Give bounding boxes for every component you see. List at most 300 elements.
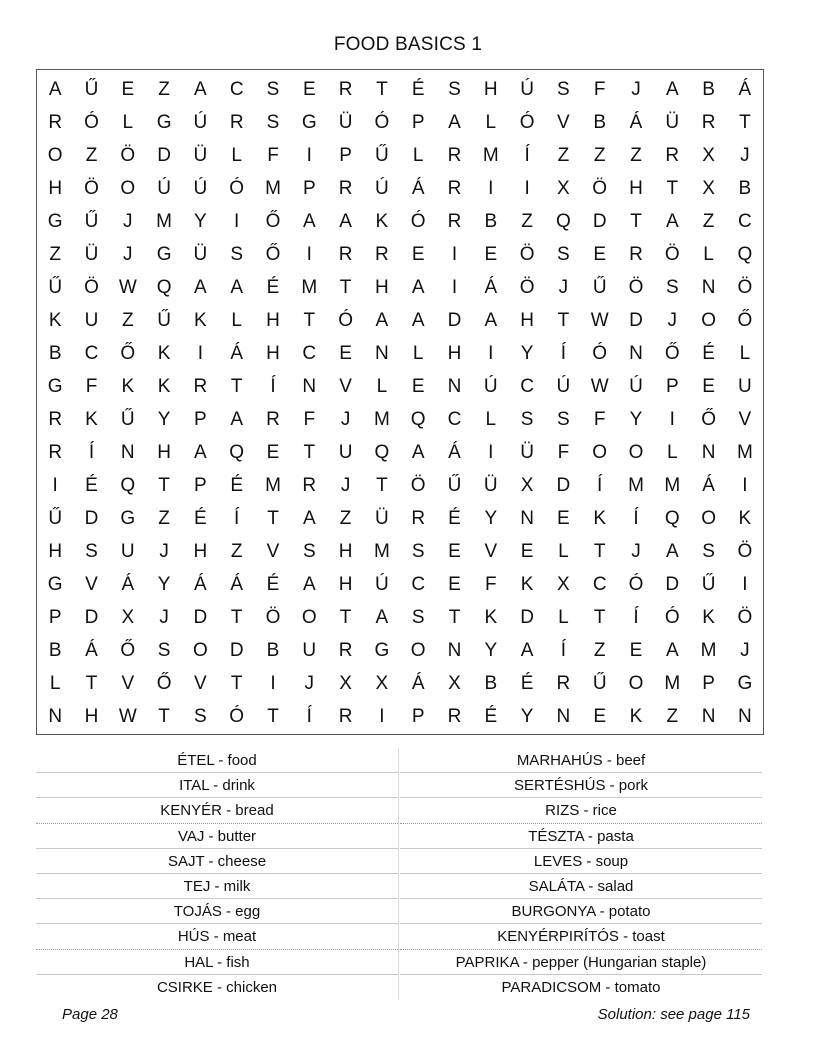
grid-cell[interactable]: Ü: [338, 112, 353, 133]
grid-cell[interactable]: Ó: [664, 607, 680, 628]
grid-cell[interactable]: E: [702, 376, 715, 397]
grid-cell[interactable]: D: [157, 145, 171, 166]
grid-cell[interactable]: T: [230, 607, 243, 628]
grid-cell[interactable]: É: [266, 277, 280, 298]
grid-cell[interactable]: Ú: [375, 178, 389, 199]
grid-cell[interactable]: Z: [121, 310, 134, 331]
grid-cell[interactable]: L: [703, 244, 714, 265]
grid-cell[interactable]: Ö: [628, 277, 644, 298]
grid-cell[interactable]: I: [524, 178, 530, 199]
grid-cell[interactable]: Y: [484, 508, 498, 529]
grid-cell[interactable]: O: [701, 310, 716, 331]
grid-cell[interactable]: É: [266, 574, 280, 595]
grid-cell[interactable]: Ö: [519, 277, 535, 298]
grid-cell[interactable]: F: [303, 409, 316, 430]
grid-cell[interactable]: H: [375, 277, 389, 298]
grid-cell[interactable]: Ö: [120, 145, 136, 166]
grid-cell[interactable]: B: [266, 640, 280, 661]
grid-cell[interactable]: D: [193, 607, 208, 628]
grid-cell[interactable]: U: [302, 640, 317, 661]
grid-cell[interactable]: Ü: [193, 244, 208, 265]
grid-cell[interactable]: L: [667, 442, 678, 463]
grid-cell[interactable]: T: [448, 607, 461, 628]
grid-cell[interactable]: R: [338, 706, 353, 727]
grid-cell[interactable]: R: [193, 376, 208, 397]
grid-cell[interactable]: R: [701, 112, 716, 133]
grid-cell[interactable]: S: [194, 706, 207, 727]
grid-cell[interactable]: Q: [664, 508, 680, 529]
grid-cell[interactable]: L: [231, 145, 242, 166]
grid-cell[interactable]: Í: [306, 706, 312, 727]
grid-cell[interactable]: T: [158, 475, 170, 496]
grid-cell[interactable]: L: [558, 541, 569, 562]
grid-cell[interactable]: J: [558, 277, 569, 298]
grid-cell[interactable]: T: [267, 706, 279, 727]
grid-cell[interactable]: K: [85, 409, 98, 430]
grid-cell[interactable]: Í: [524, 145, 530, 166]
grid-cell[interactable]: O: [47, 145, 63, 166]
grid-cell[interactable]: Q: [737, 244, 753, 265]
grid-cell[interactable]: D: [629, 310, 643, 331]
grid-cell[interactable]: Ö: [84, 277, 99, 298]
grid-cell[interactable]: Z: [158, 79, 170, 100]
grid-cell[interactable]: L: [49, 673, 61, 694]
grid-cell[interactable]: H: [48, 541, 63, 562]
grid-cell[interactable]: Ó: [84, 112, 99, 133]
grid-cell[interactable]: H: [193, 541, 208, 562]
grid-cell[interactable]: N: [120, 442, 135, 463]
grid-cell[interactable]: X: [702, 145, 715, 166]
grid-cell[interactable]: A: [302, 508, 316, 529]
grid-cell[interactable]: Ű: [157, 310, 171, 331]
grid-cell[interactable]: E: [629, 640, 643, 661]
grid-cell[interactable]: T: [630, 211, 642, 232]
grid-cell[interactable]: Z: [158, 508, 170, 529]
grid-cell[interactable]: V: [484, 541, 498, 562]
grid-cell[interactable]: X: [375, 673, 389, 694]
grid-cell[interactable]: V: [85, 574, 98, 595]
grid-cell[interactable]: L: [485, 112, 497, 133]
grid-cell[interactable]: I: [451, 244, 458, 265]
grid-cell[interactable]: A: [230, 277, 244, 298]
grid-cell[interactable]: K: [157, 343, 171, 364]
grid-cell[interactable]: L: [412, 145, 424, 166]
grid-cell[interactable]: Z: [557, 145, 570, 166]
grid-cell[interactable]: I: [197, 343, 204, 364]
grid-cell[interactable]: H: [157, 442, 171, 463]
grid-cell[interactable]: Á: [411, 673, 425, 694]
grid-cell[interactable]: Ü: [375, 508, 389, 529]
grid-cell[interactable]: É: [85, 475, 98, 496]
grid-cell[interactable]: G: [156, 112, 172, 133]
grid-cell[interactable]: T: [230, 673, 243, 694]
grid-cell[interactable]: T: [593, 541, 606, 562]
grid-cell[interactable]: X: [557, 574, 570, 595]
grid-cell[interactable]: Z: [230, 541, 243, 562]
grid-cell[interactable]: T: [303, 442, 316, 463]
grid-cell[interactable]: N: [447, 640, 462, 661]
grid-cell[interactable]: U: [738, 376, 752, 397]
grid-cell[interactable]: R: [556, 673, 571, 694]
grid-cell[interactable]: C: [738, 211, 752, 232]
grid-cell[interactable]: Ű: [48, 277, 63, 298]
grid-cell[interactable]: A: [665, 211, 679, 232]
grid-cell[interactable]: Ö: [737, 277, 753, 298]
grid-cell[interactable]: D: [447, 310, 462, 331]
grid-cell[interactable]: S: [557, 244, 570, 265]
grid-cell[interactable]: R: [48, 112, 63, 133]
grid-cell[interactable]: C: [229, 79, 244, 100]
grid-cell[interactable]: R: [48, 442, 63, 463]
grid-cell[interactable]: T: [339, 277, 352, 298]
grid-cell[interactable]: A: [194, 442, 207, 463]
grid-cell[interactable]: Ó: [410, 211, 426, 232]
grid-cell[interactable]: X: [121, 607, 135, 628]
grid-cell[interactable]: T: [303, 310, 316, 331]
grid-cell[interactable]: Á: [230, 343, 244, 364]
grid-cell[interactable]: Ö: [410, 475, 426, 496]
grid-cell[interactable]: B: [738, 178, 752, 199]
grid-cell[interactable]: R: [447, 211, 462, 232]
grid-cell[interactable]: X: [448, 673, 461, 694]
grid-cell[interactable]: Ö: [265, 607, 281, 628]
grid-cell[interactable]: M: [664, 475, 681, 496]
grid-cell[interactable]: S: [411, 541, 425, 562]
grid-cell[interactable]: E: [484, 244, 498, 265]
grid-cell[interactable]: Ő: [701, 409, 716, 430]
grid-cell[interactable]: Q: [156, 277, 172, 298]
grid-cell[interactable]: Y: [629, 409, 643, 430]
grid-cell[interactable]: E: [593, 244, 607, 265]
grid-cell[interactable]: X: [702, 178, 715, 199]
grid-cell[interactable]: U: [84, 310, 99, 331]
grid-cell[interactable]: Ú: [157, 178, 171, 199]
grid-cell[interactable]: S: [448, 79, 461, 100]
grid-cell[interactable]: G: [120, 508, 136, 529]
grid-cell[interactable]: Ű: [84, 211, 99, 232]
grid-cell[interactable]: E: [339, 343, 352, 364]
grid-cell[interactable]: D: [556, 475, 571, 496]
grid-cell[interactable]: Ú: [375, 574, 389, 595]
grid-cell[interactable]: A: [375, 607, 389, 628]
grid-cell[interactable]: R: [338, 178, 353, 199]
grid-cell[interactable]: M: [482, 145, 499, 166]
grid-cell[interactable]: E: [520, 541, 534, 562]
grid-cell[interactable]: Y: [157, 409, 171, 430]
grid-cell[interactable]: R: [48, 409, 63, 430]
grid-cell[interactable]: P: [194, 409, 207, 430]
grid-cell[interactable]: N: [302, 376, 317, 397]
grid-cell[interactable]: P: [48, 607, 62, 628]
grid-cell[interactable]: O: [410, 640, 426, 661]
grid-cell[interactable]: L: [558, 607, 569, 628]
grid-cell[interactable]: N: [48, 706, 63, 727]
grid-cell[interactable]: Q: [410, 409, 426, 430]
grid-cell[interactable]: T: [666, 178, 679, 199]
grid-cell[interactable]: Á: [738, 79, 752, 100]
grid-cell[interactable]: R: [338, 244, 353, 265]
grid-cell[interactable]: E: [266, 442, 280, 463]
grid-cell[interactable]: W: [590, 376, 609, 397]
grid-cell[interactable]: Q: [120, 475, 136, 496]
grid-cell[interactable]: A: [194, 79, 207, 100]
grid-cell[interactable]: O: [592, 442, 608, 463]
grid-cell[interactable]: Á: [411, 178, 425, 199]
grid-cell[interactable]: O: [628, 673, 644, 694]
grid-cell[interactable]: F: [593, 409, 606, 430]
grid-cell[interactable]: E: [121, 79, 135, 100]
grid-cell[interactable]: J: [340, 475, 351, 496]
grid-cell[interactable]: J: [740, 640, 750, 661]
grid-cell[interactable]: Ő: [664, 343, 680, 364]
grid-cell[interactable]: K: [484, 607, 498, 628]
grid-cell[interactable]: N: [701, 277, 716, 298]
grid-cell[interactable]: S: [557, 409, 570, 430]
grid-cell[interactable]: Ű: [120, 409, 135, 430]
grid-cell[interactable]: Ö: [84, 178, 99, 199]
grid-cell[interactable]: H: [483, 79, 498, 100]
grid-cell[interactable]: A: [339, 211, 352, 232]
grid-cell[interactable]: I: [488, 343, 494, 364]
grid-cell[interactable]: Ú: [520, 79, 534, 100]
grid-cell[interactable]: H: [48, 178, 63, 199]
grid-cell[interactable]: A: [411, 310, 425, 331]
grid-cell[interactable]: R: [302, 475, 317, 496]
grid-cell[interactable]: N: [701, 706, 716, 727]
grid-cell[interactable]: Ü: [193, 145, 208, 166]
grid-cell[interactable]: C: [302, 343, 317, 364]
grid-cell[interactable]: K: [121, 376, 135, 397]
grid-cell[interactable]: A: [484, 310, 498, 331]
grid-cell[interactable]: Á: [230, 574, 244, 595]
grid-cell[interactable]: F: [267, 145, 279, 166]
grid-cell[interactable]: R: [411, 508, 426, 529]
grid-cell[interactable]: I: [306, 244, 312, 265]
grid-cell[interactable]: E: [411, 244, 425, 265]
grid-cell[interactable]: Ö: [592, 178, 608, 199]
grid-cell[interactable]: M: [628, 475, 644, 496]
grid-cell[interactable]: P: [194, 475, 207, 496]
grid-cell[interactable]: Ö: [519, 244, 535, 265]
grid-cell[interactable]: É: [702, 343, 715, 364]
grid-cell[interactable]: V: [194, 673, 207, 694]
grid-cell[interactable]: Í: [560, 640, 567, 661]
grid-cell[interactable]: A: [520, 640, 534, 661]
grid-cell[interactable]: B: [484, 211, 498, 232]
grid-cell[interactable]: P: [665, 376, 679, 397]
grid-cell[interactable]: J: [159, 541, 169, 562]
grid-cell[interactable]: Z: [49, 244, 61, 265]
grid-cell[interactable]: Á: [629, 112, 643, 133]
grid-cell[interactable]: Í: [633, 607, 639, 628]
grid-cell[interactable]: N: [556, 706, 571, 727]
grid-cell[interactable]: A: [665, 79, 679, 100]
grid-cell[interactable]: S: [520, 409, 534, 430]
grid-cell[interactable]: F: [484, 574, 497, 595]
grid-cell[interactable]: Á: [702, 475, 715, 496]
grid-cell[interactable]: G: [47, 211, 63, 232]
grid-cell[interactable]: S: [557, 79, 570, 100]
grid-cell[interactable]: H: [84, 706, 99, 727]
grid-cell[interactable]: R: [447, 706, 462, 727]
grid-cell[interactable]: Ú: [193, 178, 208, 199]
grid-cell[interactable]: Y: [157, 574, 171, 595]
grid-cell[interactable]: H: [447, 343, 462, 364]
grid-cell[interactable]: V: [557, 112, 570, 133]
grid-cell[interactable]: F: [557, 442, 570, 463]
grid-cell[interactable]: T: [593, 607, 606, 628]
grid-cell[interactable]: Ű: [84, 79, 99, 100]
grid-cell[interactable]: L: [122, 112, 134, 133]
grid-cell[interactable]: G: [737, 673, 753, 694]
grid-cell[interactable]: Ó: [519, 112, 535, 133]
grid-cell[interactable]: S: [85, 541, 98, 562]
grid-cell[interactable]: K: [702, 607, 715, 628]
grid-cell[interactable]: Z: [702, 211, 715, 232]
grid-cell[interactable]: Z: [593, 145, 606, 166]
grid-cell[interactable]: Ó: [229, 178, 245, 199]
grid-cell[interactable]: K: [157, 376, 171, 397]
grid-cell[interactable]: I: [52, 475, 58, 496]
grid-cell[interactable]: Í: [88, 442, 95, 463]
grid-cell[interactable]: H: [266, 310, 280, 331]
grid-cell[interactable]: T: [376, 79, 388, 100]
grid-cell[interactable]: G: [156, 244, 172, 265]
grid-cell[interactable]: T: [85, 673, 98, 694]
grid-cell[interactable]: K: [738, 508, 752, 529]
grid-cell[interactable]: Z: [339, 508, 352, 529]
grid-cell[interactable]: I: [488, 178, 494, 199]
grid-cell[interactable]: J: [159, 607, 169, 628]
grid-cell[interactable]: Ü: [665, 112, 680, 133]
grid-cell[interactable]: R: [229, 112, 244, 133]
grid-cell[interactable]: T: [267, 508, 279, 529]
grid-cell[interactable]: N: [520, 508, 534, 529]
grid-cell[interactable]: Y: [194, 211, 207, 232]
grid-cell[interactable]: Ú: [629, 376, 643, 397]
grid-cell[interactable]: Ő: [265, 244, 281, 265]
grid-cell[interactable]: B: [593, 112, 607, 133]
grid-cell[interactable]: Ő: [156, 673, 172, 694]
grid-cell[interactable]: Í: [234, 508, 240, 529]
grid-cell[interactable]: O: [301, 607, 317, 628]
grid-cell[interactable]: Ű: [375, 145, 389, 166]
grid-cell[interactable]: Ü: [483, 475, 498, 496]
grid-cell[interactable]: G: [47, 574, 63, 595]
grid-cell[interactable]: Ű: [48, 508, 63, 529]
grid-cell[interactable]: I: [488, 442, 494, 463]
grid-cell[interactable]: R: [629, 244, 643, 265]
grid-cell[interactable]: D: [665, 574, 680, 595]
grid-cell[interactable]: Z: [593, 640, 606, 661]
grid-cell[interactable]: I: [234, 211, 240, 232]
grid-cell[interactable]: R: [338, 640, 353, 661]
grid-cell[interactable]: Z: [630, 145, 642, 166]
grid-cell[interactable]: T: [339, 607, 352, 628]
grid-cell[interactable]: B: [48, 343, 62, 364]
grid-cell[interactable]: M: [156, 211, 172, 232]
grid-cell[interactable]: Ó: [374, 112, 390, 133]
grid-cell[interactable]: M: [265, 178, 281, 199]
grid-cell[interactable]: J: [304, 673, 315, 694]
grid-cell[interactable]: K: [629, 706, 643, 727]
grid-cell[interactable]: R: [447, 178, 462, 199]
grid-cell[interactable]: M: [664, 673, 681, 694]
grid-cell[interactable]: J: [340, 409, 351, 430]
grid-cell[interactable]: A: [665, 640, 679, 661]
grid-cell[interactable]: Á: [448, 442, 461, 463]
grid-cell[interactable]: A: [302, 574, 316, 595]
grid-cell[interactable]: T: [376, 475, 388, 496]
grid-cell[interactable]: G: [47, 376, 63, 397]
grid-cell[interactable]: C: [592, 574, 607, 595]
grid-cell[interactable]: Ű: [592, 673, 607, 694]
grid-cell[interactable]: N: [629, 343, 643, 364]
grid-cell[interactable]: O: [628, 442, 644, 463]
grid-cell[interactable]: E: [557, 508, 570, 529]
grid-cell[interactable]: É: [230, 475, 244, 496]
grid-cell[interactable]: Q: [229, 442, 245, 463]
grid-cell[interactable]: Ű: [701, 574, 716, 595]
grid-cell[interactable]: P: [702, 673, 715, 694]
grid-cell[interactable]: D: [520, 607, 534, 628]
grid-cell[interactable]: E: [448, 574, 461, 595]
grid-cell[interactable]: B: [48, 640, 62, 661]
grid-cell[interactable]: T: [739, 112, 751, 133]
grid-cell[interactable]: Á: [85, 640, 98, 661]
grid-cell[interactable]: E: [448, 541, 461, 562]
grid-cell[interactable]: C: [447, 409, 462, 430]
grid-cell[interactable]: N: [701, 442, 716, 463]
grid-cell[interactable]: J: [123, 244, 133, 265]
grid-cell[interactable]: R: [338, 79, 353, 100]
grid-cell[interactable]: Ú: [556, 376, 571, 397]
grid-cell[interactable]: K: [520, 574, 534, 595]
grid-cell[interactable]: Í: [597, 475, 603, 496]
grid-cell[interactable]: P: [411, 112, 425, 133]
grid-cell[interactable]: V: [121, 673, 135, 694]
grid-cell[interactable]: Ű: [592, 277, 607, 298]
grid-cell[interactable]: Y: [520, 343, 534, 364]
grid-cell[interactable]: Z: [85, 145, 98, 166]
grid-cell[interactable]: U: [338, 442, 353, 463]
grid-cell[interactable]: A: [194, 277, 207, 298]
grid-cell[interactable]: H: [338, 574, 353, 595]
grid-cell[interactable]: C: [520, 376, 534, 397]
grid-cell[interactable]: A: [665, 541, 679, 562]
grid-cell[interactable]: P: [339, 145, 352, 166]
grid-cell[interactable]: A: [302, 211, 316, 232]
grid-cell[interactable]: N: [447, 376, 462, 397]
grid-cell[interactable]: A: [375, 310, 389, 331]
grid-cell[interactable]: Ú: [193, 112, 208, 133]
grid-cell[interactable]: L: [231, 310, 242, 331]
grid-cell[interactable]: Ö: [737, 541, 753, 562]
grid-cell[interactable]: J: [667, 310, 678, 331]
grid-cell[interactable]: I: [379, 706, 385, 727]
grid-cell[interactable]: Ó: [229, 706, 245, 727]
grid-cell[interactable]: E: [302, 79, 316, 100]
grid-cell[interactable]: V: [339, 376, 352, 397]
grid-cell[interactable]: K: [375, 211, 389, 232]
grid-cell[interactable]: Á: [194, 574, 207, 595]
grid-cell[interactable]: E: [593, 706, 607, 727]
grid-cell[interactable]: A: [48, 79, 62, 100]
grid-cell[interactable]: R: [665, 145, 680, 166]
grid-cell[interactable]: V: [266, 541, 280, 562]
grid-cell[interactable]: Ő: [265, 211, 281, 232]
grid-cell[interactable]: W: [118, 706, 137, 727]
